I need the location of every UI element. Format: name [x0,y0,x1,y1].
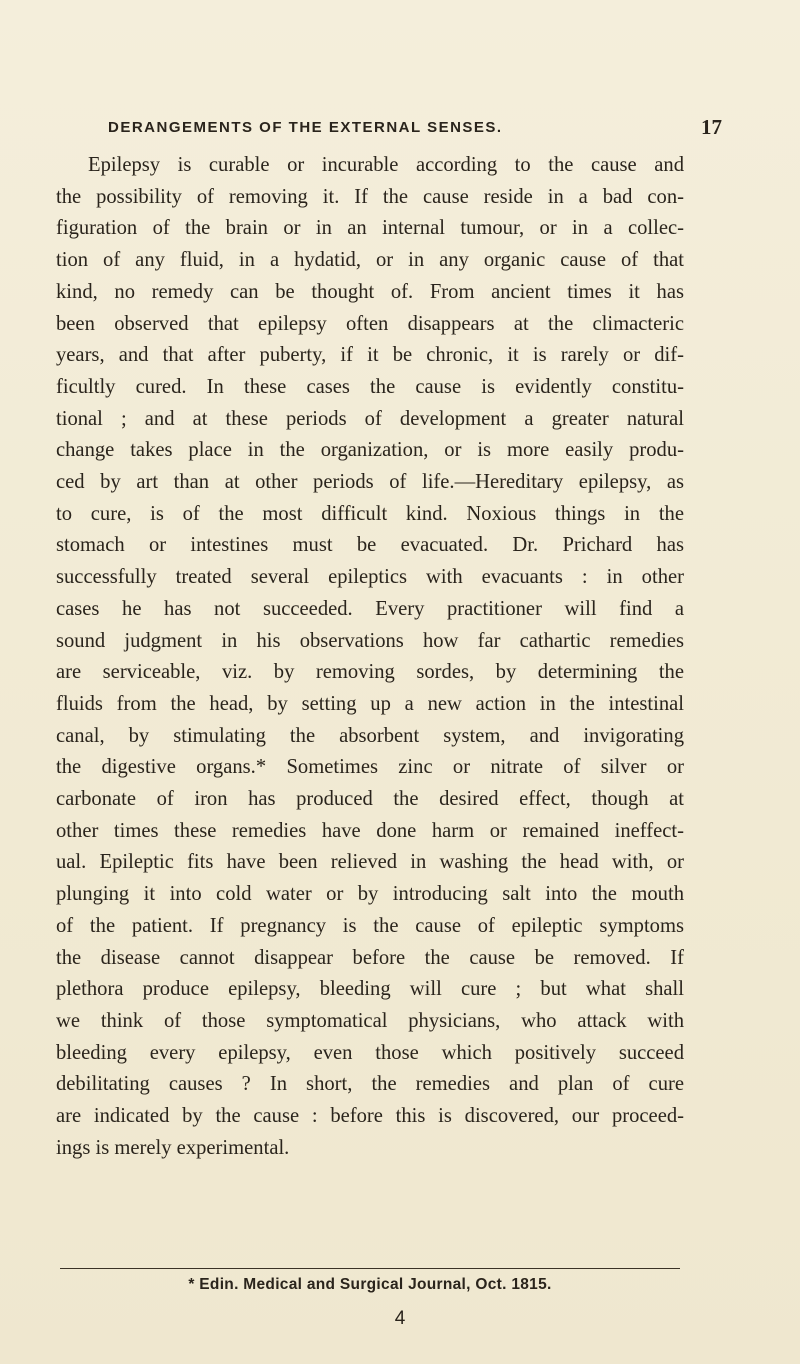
text-line: successfully treated several epileptics with evacuants : in other [56,566,684,589]
text-line: are indicated by the cause : before this is discovered, our proceed- [56,1105,684,1128]
text-line: kind, no remedy can be thought of. From ancient times it has [56,280,684,303]
running-head [108,117,722,141]
text-line: figuration of the brain or in an internal tumour, or in a collec- [56,217,684,240]
text-line: the disease cannot disappear before the cause be removed. If [56,946,684,969]
text-line: ced by art than at other periods of life.—Hereditary epilepsy, as [56,471,684,494]
text-line: sound judgment in his observations how far cathartic remedies [56,629,684,652]
text-line: carbonate of iron has produced the desired effect, though at [56,788,684,811]
text-line: canal, by stimulating the absorbent system, and invigorating [56,724,684,747]
signature-mark: 4 [394,1308,406,1329]
text-line: Epilepsy is curable or incurable according to the cause and [88,154,684,176]
text-line: been observed that epilepsy often disappears at the climacteric [56,312,684,335]
text-line: tion of any fluid, in a hydatid, or in any organic cause of that [56,249,684,272]
text-line: debilitating causes ? In short, the remedies and plan of cure [56,1073,684,1096]
text-line: change takes place in the organization, or is more easily produ- [56,439,684,462]
text-line: plunging it into cold water or by introducing salt into the mouth [56,883,684,906]
page-number: 17 [701,115,722,139]
text-line: cases he has not succeeded. Every practitioner will find a [56,597,684,620]
text-line: of the patient. If pregnancy is the cause of epileptic symptoms [56,914,684,937]
text-line: plethora produce epilepsy, bleeding will cure ; but what shall [56,978,684,1001]
text-line: ficultly cured. In these cases the cause is evidently constitu- [56,375,684,398]
text-line: tional ; and at these periods of development a greater natural [56,407,684,430]
running-title: DERANGEMENTS OF THE EXTERNAL SENSES. [108,119,503,136]
text-line: ings is merely experimental. [56,1136,290,1159]
text-line: are serviceable, viz. by removing sordes, by determining the [56,661,684,684]
footnote-rule [60,1268,680,1269]
text-line: stomach or intestines must be evacuated. Dr. Prichard has [56,534,684,557]
text-line: fluids from the head, by setting up a new action in the intestinal [56,692,684,715]
text-line: ual. Epileptic fits have been relieved in washing the head with, or [56,851,684,874]
body-paragraph [56,150,684,1165]
text-line: the digestive organs.* Sometimes zinc or nitrate of silver or [56,756,684,779]
text-line: bleeding every epilepsy, even those which positively succeed [56,1041,684,1064]
footnote: * Edin. Medical and Surgical Journal, Oct. 1815. [188,1276,552,1293]
text-line: to cure, is of the most difficult kind. Noxious things in the [56,502,684,525]
text-line: the possibility of removing it. If the cause reside in a bad con- [56,185,684,208]
text-line: we think of those symptomatical physicians, who attack with [56,1009,684,1032]
text-line: years, and that after puberty, if it be chronic, it is rarely or dif- [56,344,684,367]
text-line: other times these remedies have done harm or remained ineffect- [56,819,684,842]
